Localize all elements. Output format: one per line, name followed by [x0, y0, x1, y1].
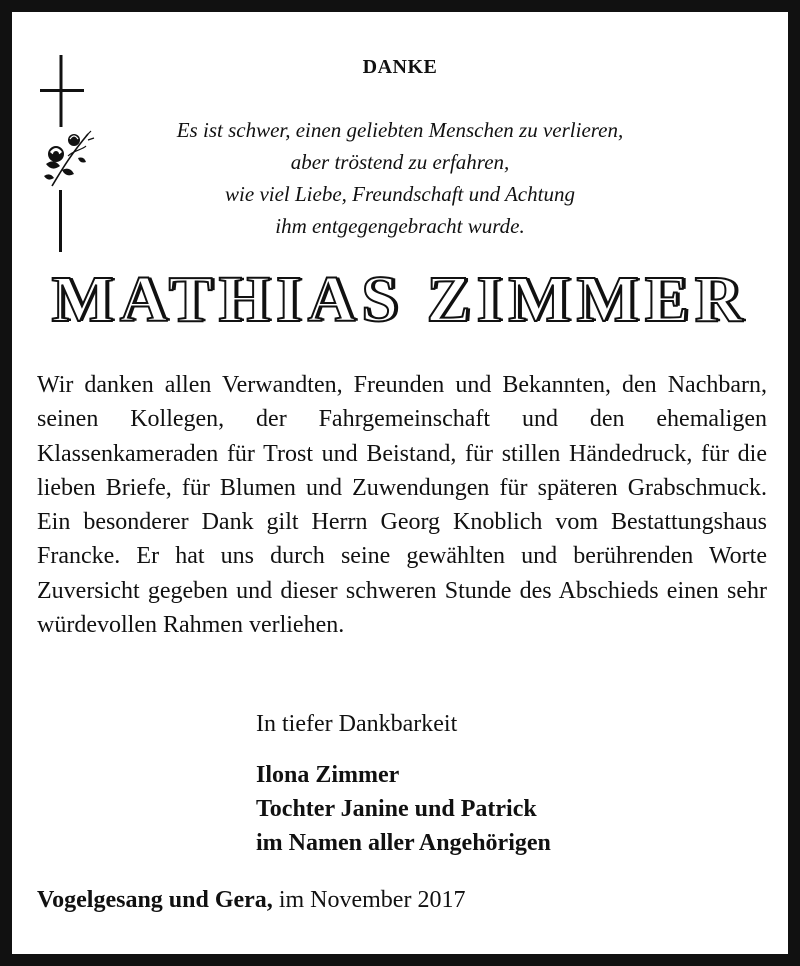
thanks-text: Wir danken allen Verwandten, Freunden und Bekannten, den Nachbarn, seinen Kollegen, der Fahrgemeinschaft und den ehemaligen Klassenkameraden für Trost und Beistand, für stillen Händedruck, für die lieben Briefe, für Blumen und Zuwendungen für späteren Grabschmuck. Ein besonderer Dank gilt Herrn Georg Knoblich vom Bestattungshaus Francke. Er hat uns durch seine gewählten und berührenden Worte Zuversicht gegeben und dieser schweren Stunde des Abschieds einen sehr würdevollen Rahmen verliehen. [37, 372, 767, 639]
place: Vogelgesang und Gera, [37, 887, 273, 913]
closing-line: In tiefer Dankbarkeit [256, 711, 458, 737]
signer-line: Ilona Zimmer [256, 762, 400, 788]
notice-heading: DANKE [362, 56, 438, 78]
quote-line: wie viel Liebe, Freundschaft und Achtung [225, 182, 575, 206]
deceased-name: MATHIAS ZIMMER [51, 263, 749, 336]
quote-line: aber tröstend zu erfahren, [290, 150, 510, 174]
rose-icon [38, 128, 98, 190]
cross-stem [59, 190, 62, 252]
place-date-line [37, 884, 465, 916]
quote-line: ihm entgegengebracht wurde. [275, 214, 525, 238]
date: im November 2017 [278, 887, 466, 913]
quote-block [100, 114, 700, 242]
quote-line: Es ist schwer, einen geliebten Menschen zu verlieren, [176, 118, 624, 142]
signer-line: Tochter Janine und Patrick [256, 796, 537, 822]
signers-block [256, 758, 551, 860]
signer-line: im Namen aller Angehörigen [256, 830, 551, 856]
